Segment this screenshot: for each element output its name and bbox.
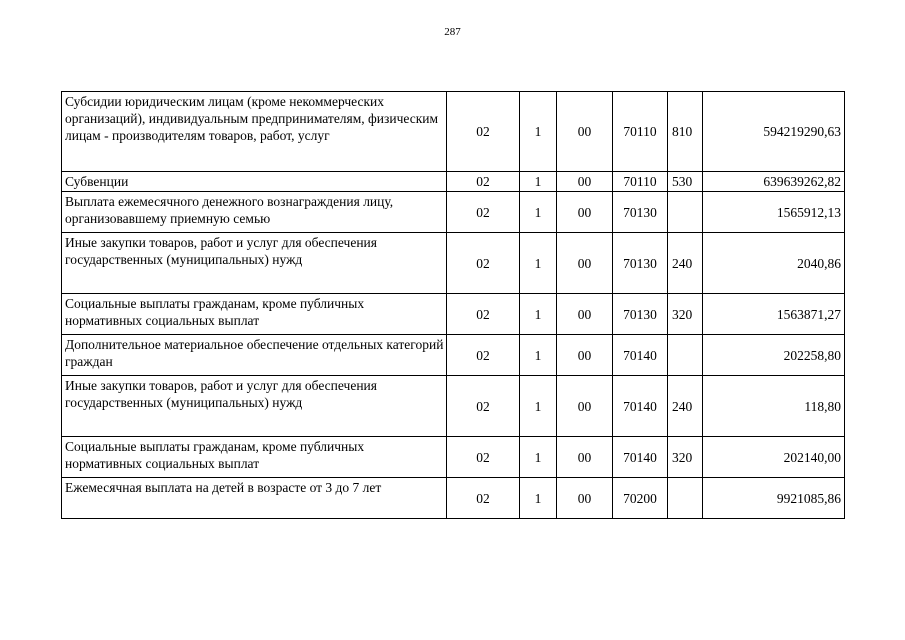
amount-cell: 118,80: [703, 376, 845, 437]
group-code-cell: 00: [557, 92, 613, 172]
group-code-cell: 00: [557, 233, 613, 294]
group-code-cell: 00: [557, 376, 613, 437]
section-code-cell: 02: [447, 335, 520, 376]
subsection-code-cell: 1: [520, 92, 557, 172]
group-code-cell: 00: [557, 294, 613, 335]
item-name-cell: Субсидии юридическим лицам (кроме некоммерческих организаций), индивидуальным предпринимателям, физическим лицам - производителям товаров, работ, услуг: [62, 92, 447, 172]
item-name-cell: Иные закупки товаров, работ и услуг для обеспечения государственных (муниципальных) нужд: [62, 376, 447, 437]
group-code-cell: 00: [557, 172, 613, 192]
amount-cell: 9921085,86: [703, 478, 845, 519]
budget-table: [61, 91, 845, 519]
expense-type-cell: 530: [668, 172, 703, 192]
item-name-cell: Иные закупки товаров, работ и услуг для обеспечения государственных (муниципальных) нужд: [62, 233, 447, 294]
item-name-cell: Выплата ежемесячного денежного вознаграждения лицу, организовавшему приемную семью: [62, 192, 447, 233]
subsection-code-cell: 1: [520, 294, 557, 335]
expense-type-cell: 320: [668, 437, 703, 478]
group-code-cell: 00: [557, 335, 613, 376]
target-article-cell: 70110: [613, 92, 668, 172]
subsection-code-cell: 1: [520, 376, 557, 437]
group-code-cell: 00: [557, 478, 613, 519]
expense-type-cell: [668, 335, 703, 376]
expense-type-cell: 240: [668, 233, 703, 294]
target-article-cell: 70200: [613, 478, 668, 519]
page-number: 287: [444, 26, 461, 38]
expense-type-cell: [668, 192, 703, 233]
subsection-code-cell: 1: [520, 192, 557, 233]
table-row: [62, 335, 845, 376]
target-article-cell: 70140: [613, 376, 668, 437]
expense-type-cell: 810: [668, 92, 703, 172]
table-row: [62, 294, 845, 335]
table-row: [62, 376, 845, 437]
amount-cell: 1563871,27: [703, 294, 845, 335]
item-name-cell: Субвенции: [62, 172, 447, 192]
amount-cell: 594219290,63: [703, 92, 845, 172]
subsection-code-cell: 1: [520, 437, 557, 478]
target-article-cell: 70140: [613, 335, 668, 376]
section-code-cell: 02: [447, 478, 520, 519]
section-code-cell: 02: [447, 294, 520, 335]
table-row: [62, 437, 845, 478]
item-name-cell: Социальные выплаты гражданам, кроме публичных нормативных социальных выплат: [62, 294, 447, 335]
target-article-cell: 70130: [613, 192, 668, 233]
table-row: [62, 478, 845, 519]
section-code-cell: 02: [447, 376, 520, 437]
table-row: [62, 192, 845, 233]
target-article-cell: 70130: [613, 233, 668, 294]
item-name-cell: Дополнительное материальное обеспечение отдельных категорий граждан: [62, 335, 447, 376]
section-code-cell: 02: [447, 437, 520, 478]
table-row: [62, 92, 845, 172]
amount-cell: 202258,80: [703, 335, 845, 376]
group-code-cell: 00: [557, 437, 613, 478]
subsection-code-cell: 1: [520, 233, 557, 294]
amount-cell: 202140,00: [703, 437, 845, 478]
subsection-code-cell: 1: [520, 478, 557, 519]
subsection-code-cell: 1: [520, 335, 557, 376]
subsection-code-cell: 1: [520, 172, 557, 192]
amount-cell: 2040,86: [703, 233, 845, 294]
item-name-cell: Социальные выплаты гражданам, кроме публичных нормативных социальных выплат: [62, 437, 447, 478]
expense-type-cell: 320: [668, 294, 703, 335]
expense-type-cell: [668, 478, 703, 519]
section-code-cell: 02: [447, 172, 520, 192]
expense-type-cell: 240: [668, 376, 703, 437]
group-code-cell: 00: [557, 192, 613, 233]
table-row: [62, 172, 845, 192]
table-row: [62, 233, 845, 294]
section-code-cell: 02: [447, 233, 520, 294]
target-article-cell: 70130: [613, 294, 668, 335]
amount-cell: 1565912,13: [703, 192, 845, 233]
item-name-cell: Ежемесячная выплата на детей в возрасте от 3 до 7 лет: [62, 478, 447, 519]
target-article-cell: 70110: [613, 172, 668, 192]
section-code-cell: 02: [447, 192, 520, 233]
section-code-cell: 02: [447, 92, 520, 172]
target-article-cell: 70140: [613, 437, 668, 478]
amount-cell: 639639262,82: [703, 172, 845, 192]
